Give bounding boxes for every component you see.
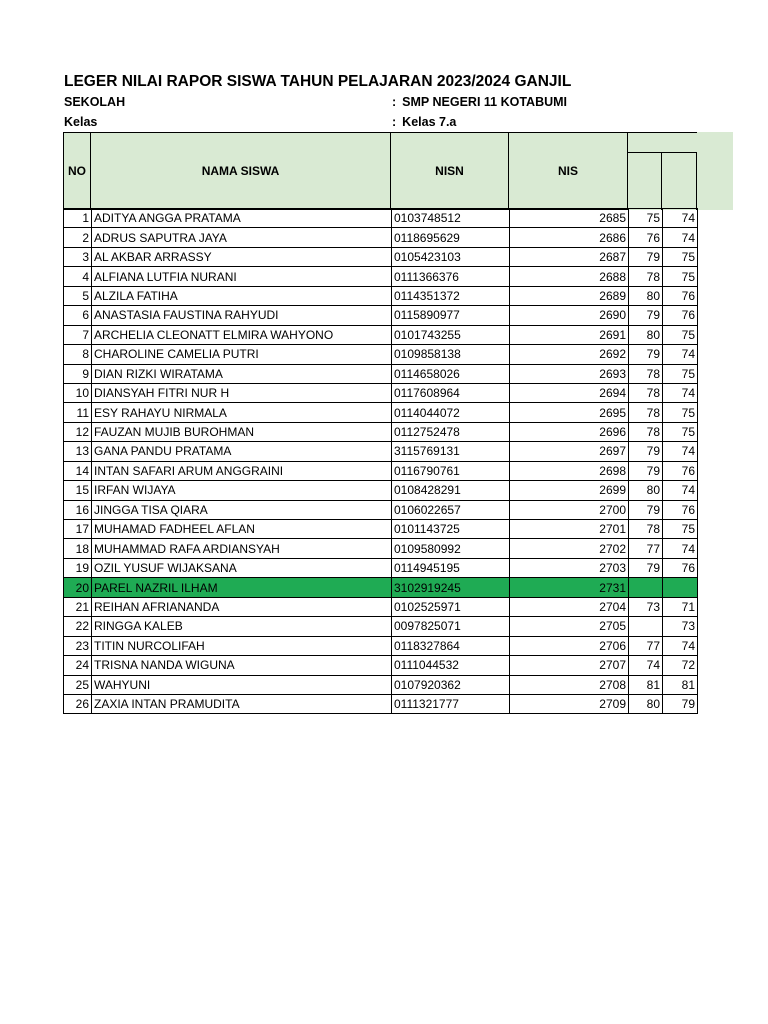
cell-no: 22 [64,617,92,636]
school-value-wrap [392,95,567,109]
cell-score-2: 73 [663,617,698,636]
cell-nis: 2707 [510,656,629,675]
cell-score-2: 74 [663,209,698,228]
cell-score-1: 77 [629,636,663,655]
cell-name: TRISNA NANDA WIGUNA [92,656,392,675]
cell-name: RINGGA KALEB [92,617,392,636]
page-title: LEGER NILAI RAPOR SISWA TAHUN PELAJARAN 2023/2024 GANJIL [64,73,572,90]
cell-score-1: 77 [629,539,663,558]
header-no: NO [63,132,91,210]
cell-nisn: 0111044532 [392,656,510,675]
cell-nisn: 0106022657 [392,500,510,519]
cell-name: TITIN NURCOLIFAH [92,636,392,655]
cell-name: REIHAN AFRIANANDA [92,597,392,616]
cell-score-1: 79 [629,345,663,364]
table-row [64,539,698,558]
cell-nisn: 3102919245 [392,578,510,597]
cell-name: GANA PANDU PRATAMA [92,442,392,461]
cell-score-1: 79 [629,306,663,325]
cell-nisn: 0112752478 [392,422,510,441]
cell-score-2: 76 [663,286,698,305]
cell-score-2: 74 [663,481,698,500]
table-row [64,306,698,325]
school-separator: : [392,95,397,109]
cell-no: 14 [64,461,92,480]
cell-nisn: 0118327864 [392,636,510,655]
cell-score-1: 75 [629,209,663,228]
cell-nis: 2686 [510,228,629,247]
header-line [627,152,697,153]
cell-score-1 [629,617,663,636]
cell-name: ANASTASIA FAUSTINA RAHYUDI [92,306,392,325]
cell-score-1: 81 [629,675,663,694]
cell-no: 1 [64,209,92,228]
cell-nis: 2709 [510,694,629,713]
table-row [64,617,698,636]
cell-no: 15 [64,481,92,500]
cell-no: 4 [64,267,92,286]
cell-nisn: 0114044072 [392,403,510,422]
cell-name: ADRUS SAPUTRA JAYA [92,228,392,247]
cell-nisn: 0102525971 [392,597,510,616]
cell-nisn: 0114351372 [392,286,510,305]
cell-score-1: 78 [629,364,663,383]
cell-name: DIAN RIZKI WIRATAMA [92,364,392,383]
table-row [64,383,698,402]
cell-name: WAHYUNI [92,675,392,694]
cell-no: 12 [64,422,92,441]
table-row [64,364,698,383]
cell-score-1: 78 [629,403,663,422]
cell-nis: 2705 [510,617,629,636]
cell-score-2: 76 [663,461,698,480]
cell-no: 3 [64,247,92,266]
cell-nis: 2687 [510,247,629,266]
cell-nis: 2708 [510,675,629,694]
table-row [64,247,698,266]
cell-score-2: 74 [663,636,698,655]
cell-nisn: 0118695629 [392,228,510,247]
cell-score-2: 76 [663,558,698,577]
cell-score-1: 80 [629,325,663,344]
cell-score-2: 74 [663,345,698,364]
cell-no: 10 [64,383,92,402]
table-row [64,597,698,616]
cell-no: 23 [64,636,92,655]
cell-score-2: 74 [663,539,698,558]
cell-no: 25 [64,675,92,694]
cell-name: IRFAN WIJAYA [92,481,392,500]
cell-score-2: 75 [663,364,698,383]
cell-score-1: 79 [629,442,663,461]
table-row [64,345,698,364]
cell-nis: 2688 [510,267,629,286]
cell-nisn: 0116790761 [392,461,510,480]
table-row [64,228,698,247]
cell-nisn: 0107920362 [392,675,510,694]
class-value: Kelas 7.a [402,115,457,129]
header-name: NAMA SISWA [90,132,391,210]
table-row [64,286,698,305]
cell-score-2 [663,578,698,597]
table-row [64,656,698,675]
cell-score-2: 74 [663,228,698,247]
table-row [64,325,698,344]
table-row [64,675,698,694]
cell-no: 6 [64,306,92,325]
cell-nis: 2695 [510,403,629,422]
table-row [64,461,698,480]
cell-nis: 2698 [510,461,629,480]
header-line [627,132,628,210]
cell-score-2: 75 [663,267,698,286]
cell-nisn: 0097825071 [392,617,510,636]
cell-name: FAUZAN MUJIB BUROHMAN [92,422,392,441]
cell-nis: 2699 [510,481,629,500]
cell-nisn: 0111321777 [392,694,510,713]
cell-nis: 2731 [510,578,629,597]
cell-score-1: 78 [629,267,663,286]
table-row [64,520,698,539]
cell-score-2: 71 [663,597,698,616]
table-row [64,694,698,713]
cell-nisn: 0101143725 [392,520,510,539]
cell-nis: 2696 [510,422,629,441]
cell-nisn: 3115769131 [392,442,510,461]
cell-name: PAREL NAZRIL ILHAM [92,578,392,597]
class-value-wrap [392,115,456,129]
cell-no: 9 [64,364,92,383]
cell-nis: 2691 [510,325,629,344]
cell-no: 2 [64,228,92,247]
cell-name: DIANSYAH FITRI NUR H [92,383,392,402]
cell-nis: 2700 [510,500,629,519]
school-label: SEKOLAH [64,95,126,109]
cell-nis: 2701 [510,520,629,539]
cell-no: 24 [64,656,92,675]
cell-name: ALZILA FATIHA [92,286,392,305]
cell-name: ARCHELIA CLEONATT ELMIRA WAHYONO [92,325,392,344]
cell-no: 19 [64,558,92,577]
cell-score-1: 78 [629,422,663,441]
cell-nis: 2697 [510,442,629,461]
cell-nis: 2702 [510,539,629,558]
cell-nis: 2690 [510,306,629,325]
cell-score-2: 75 [663,520,698,539]
table-row [64,267,698,286]
cell-nisn: 0105423103 [392,247,510,266]
cell-nisn: 0111366376 [392,267,510,286]
header-line [627,132,697,133]
class-label: Kelas [64,115,98,129]
cell-no: 16 [64,500,92,519]
cell-no: 18 [64,539,92,558]
header-subject-area [627,132,733,210]
table-row [64,578,698,597]
cell-no: 11 [64,403,92,422]
cell-no: 7 [64,325,92,344]
cell-nis: 2706 [510,636,629,655]
table-row [64,558,698,577]
cell-name: INTAN SAFARI ARUM ANGGRAINI [92,461,392,480]
cell-nis: 2694 [510,383,629,402]
cell-score-2: 76 [663,500,698,519]
cell-name: ADITYA ANGGA PRATAMA [92,209,392,228]
cell-score-1: 74 [629,656,663,675]
cell-score-1: 79 [629,247,663,266]
cell-score-2: 74 [663,383,698,402]
header-line [661,152,662,210]
cell-score-2: 72 [663,656,698,675]
cell-nisn: 0109580992 [392,539,510,558]
cell-score-1: 80 [629,694,663,713]
cell-nis: 2693 [510,364,629,383]
table-row [64,442,698,461]
cell-score-2: 75 [663,422,698,441]
cell-score-1: 80 [629,286,663,305]
cell-nisn: 0115890977 [392,306,510,325]
cell-no: 26 [64,694,92,713]
cell-nisn: 0114658026 [392,364,510,383]
cell-nisn: 0108428291 [392,481,510,500]
cell-score-1 [629,578,663,597]
table-row [64,422,698,441]
cell-nis: 2689 [510,286,629,305]
cell-score-2: 76 [663,306,698,325]
cell-no: 5 [64,286,92,305]
table-body [64,209,698,714]
cell-nis: 2703 [510,558,629,577]
cell-score-1: 80 [629,481,663,500]
cell-nisn: 0103748512 [392,209,510,228]
cell-name: JINGGA TISA QIARA [92,500,392,519]
cell-name: ALFIANA LUTFIA NURANI [92,267,392,286]
cell-nis: 2692 [510,345,629,364]
cell-no: 13 [64,442,92,461]
cell-score-1: 79 [629,461,663,480]
table-row [64,209,698,228]
cell-score-1: 78 [629,520,663,539]
cell-name: OZIL YUSUF WIJAKSANA [92,558,392,577]
cell-no: 17 [64,520,92,539]
cell-score-1: 78 [629,383,663,402]
cell-name: CHAROLINE CAMELIA PUTRI [92,345,392,364]
table-row [64,636,698,655]
header-nisn: NISN [390,132,509,210]
cell-score-2: 79 [663,694,698,713]
cell-score-1: 73 [629,597,663,616]
cell-name: MUHAMAD FADHEEL AFLAN [92,520,392,539]
cell-score-2: 75 [663,325,698,344]
cell-name: AL AKBAR ARRASSY [92,247,392,266]
cell-score-2: 75 [663,403,698,422]
cell-score-1: 79 [629,558,663,577]
table-row [64,500,698,519]
cell-nisn: 0109858138 [392,345,510,364]
student-grade-table [63,208,698,714]
cell-nis: 2685 [510,209,629,228]
table-row [64,481,698,500]
cell-score-1: 76 [629,228,663,247]
cell-no: 8 [64,345,92,364]
cell-score-2: 75 [663,247,698,266]
cell-nisn: 0117608964 [392,383,510,402]
table-row [64,403,698,422]
header-nis: NIS [508,132,628,210]
cell-score-1: 79 [629,500,663,519]
cell-name: ZAXIA INTAN PRAMUDITA [92,694,392,713]
cell-name: ESY RAHAYU NIRMALA [92,403,392,422]
cell-score-2: 74 [663,442,698,461]
cell-nisn: 0101743255 [392,325,510,344]
cell-name: MUHAMMAD RAFA ARDIANSYAH [92,539,392,558]
cell-no: 21 [64,597,92,616]
header-line [696,152,697,210]
cell-score-2: 81 [663,675,698,694]
school-value: SMP NEGERI 11 KOTABUMI [402,95,568,109]
cell-nisn: 0114945195 [392,558,510,577]
cell-no: 20 [64,578,92,597]
cell-nis: 2704 [510,597,629,616]
class-separator: : [392,115,397,129]
